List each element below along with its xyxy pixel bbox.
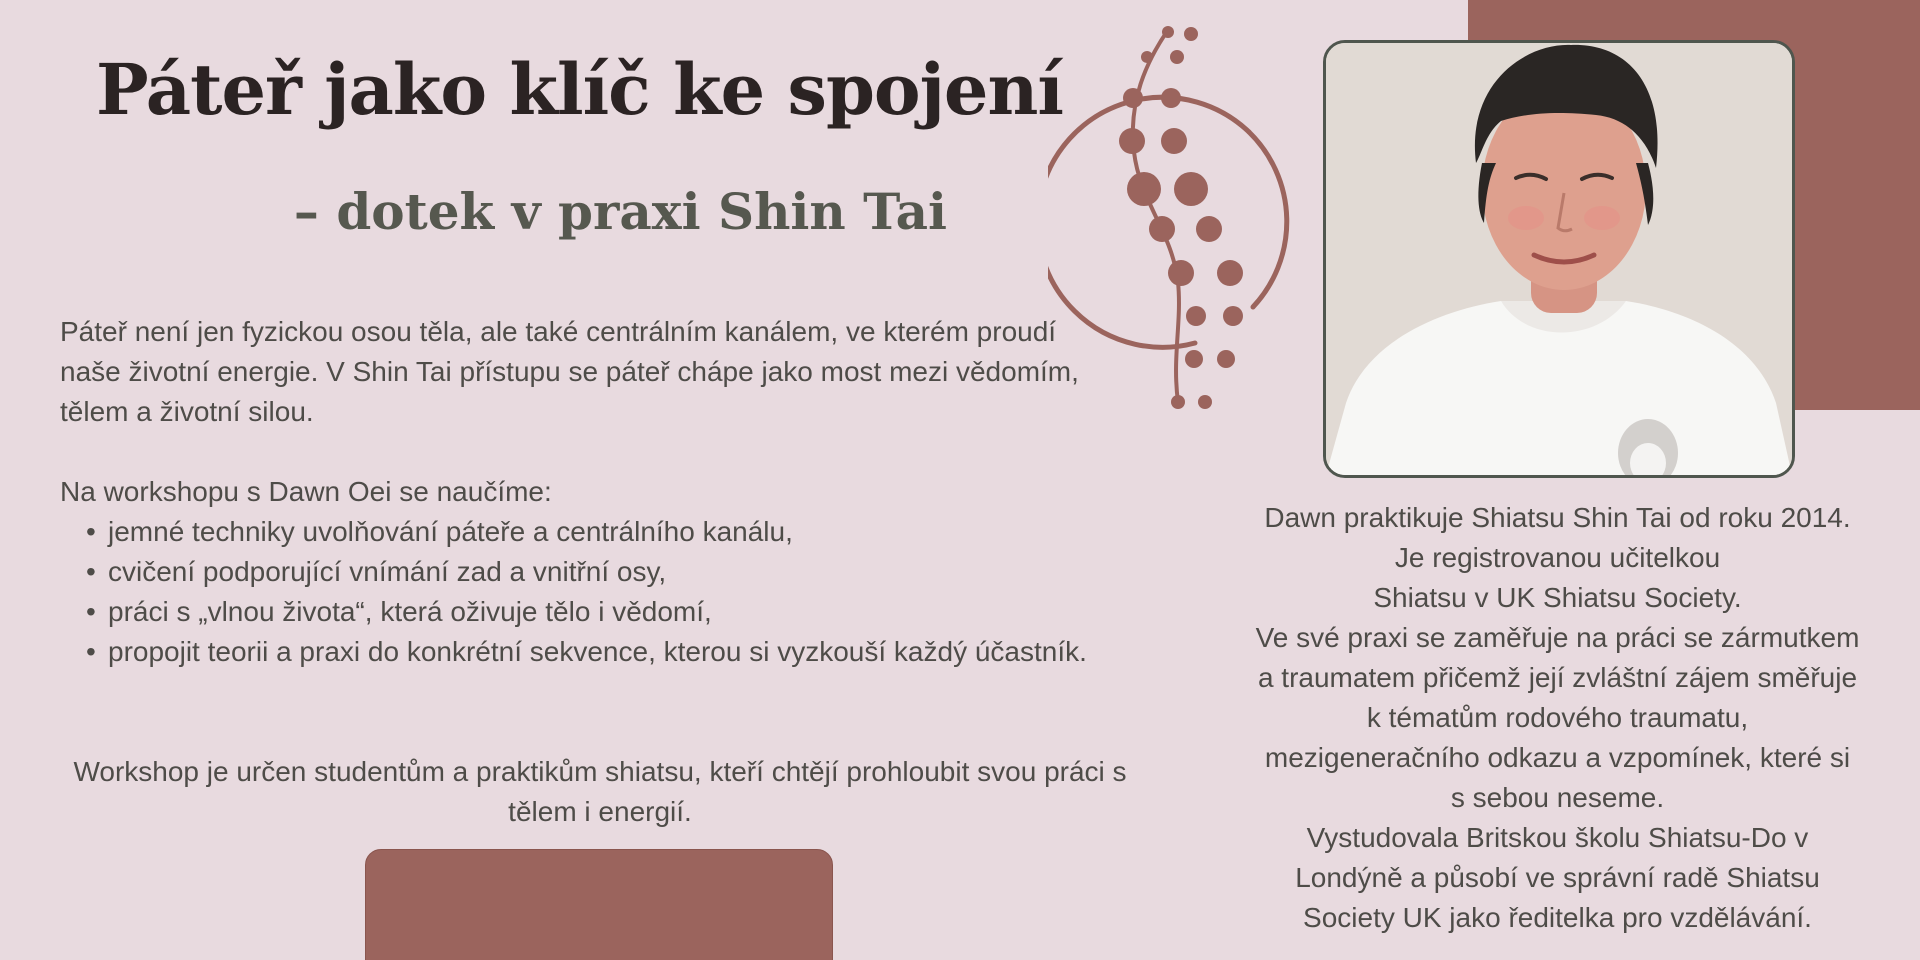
page-title: Páteř jako klíč ke spojení — [96, 48, 1063, 131]
list-item: • jemné techniky uvolňování páteře a centrálního kanálu, — [86, 512, 1120, 552]
bio-line: Society UK jako ředitelka pro vzdělávání. — [1303, 902, 1812, 933]
portrait-photo — [1323, 40, 1795, 478]
workshop-lead: Na workshopu s Dawn Oei se naučíme: — [60, 476, 552, 507]
bio-line: Londýně a působí ve správní radě Shiatsu — [1295, 862, 1820, 893]
bio-section — [1205, 498, 1910, 938]
bio-line: Shiatsu v UK Shiatsu Society. — [1373, 582, 1742, 613]
list-item: • práci s „vlnou života“, která oživuje tělo i vědomí, — [86, 592, 1120, 632]
list-item: • cvičení podporující vnímání zad a vnitřní osy, — [86, 552, 1120, 592]
page-subtitle: – dotek v praxi Shin Tai — [293, 182, 947, 241]
accent-button-block[interactable] — [365, 849, 833, 960]
intro-section — [60, 312, 1120, 672]
bio-line: k tématům rodového traumatu, — [1366, 702, 1749, 733]
bio-line: Ve své praxi se zaměřuje na práci se zármutkem — [1255, 622, 1860, 653]
bio-line: Vystudovala Britskou školu Shiatsu-Do v — [1306, 822, 1809, 853]
bio-line: s sebou neseme. — [1450, 782, 1665, 813]
audience-note: Workshop je určen studentům a praktikům shiatsu, kteří chtějí prohloubit svou práci s tělem i energií. — [73, 756, 1127, 827]
bio-line: a traumatem přičemž její zvláštní zájem směřuje — [1257, 662, 1858, 693]
list-item: • propojit teorii a praxi do konkrétní sekvence, kterou si vyzkouší každý účastník. — [86, 632, 1120, 672]
bio-line: mezigeneračního odkazu a vzpomínek, které si — [1264, 742, 1851, 773]
bio-line: Je registrovanou učitelkou — [1394, 542, 1721, 573]
workshop-topics-list — [60, 512, 1120, 672]
intro-paragraph: Páteř není jen fyzickou osou těla, ale také centrálním kanálem, ve kterém proudí naše životní energie. V Shin Tai přístupu se páteř chápe jako most mezi vědomím, tělem a životní silou. — [60, 316, 1079, 427]
bio-line: Dawn praktikuje Shiatsu Shin Tai od roku 2014. — [1264, 502, 1851, 533]
